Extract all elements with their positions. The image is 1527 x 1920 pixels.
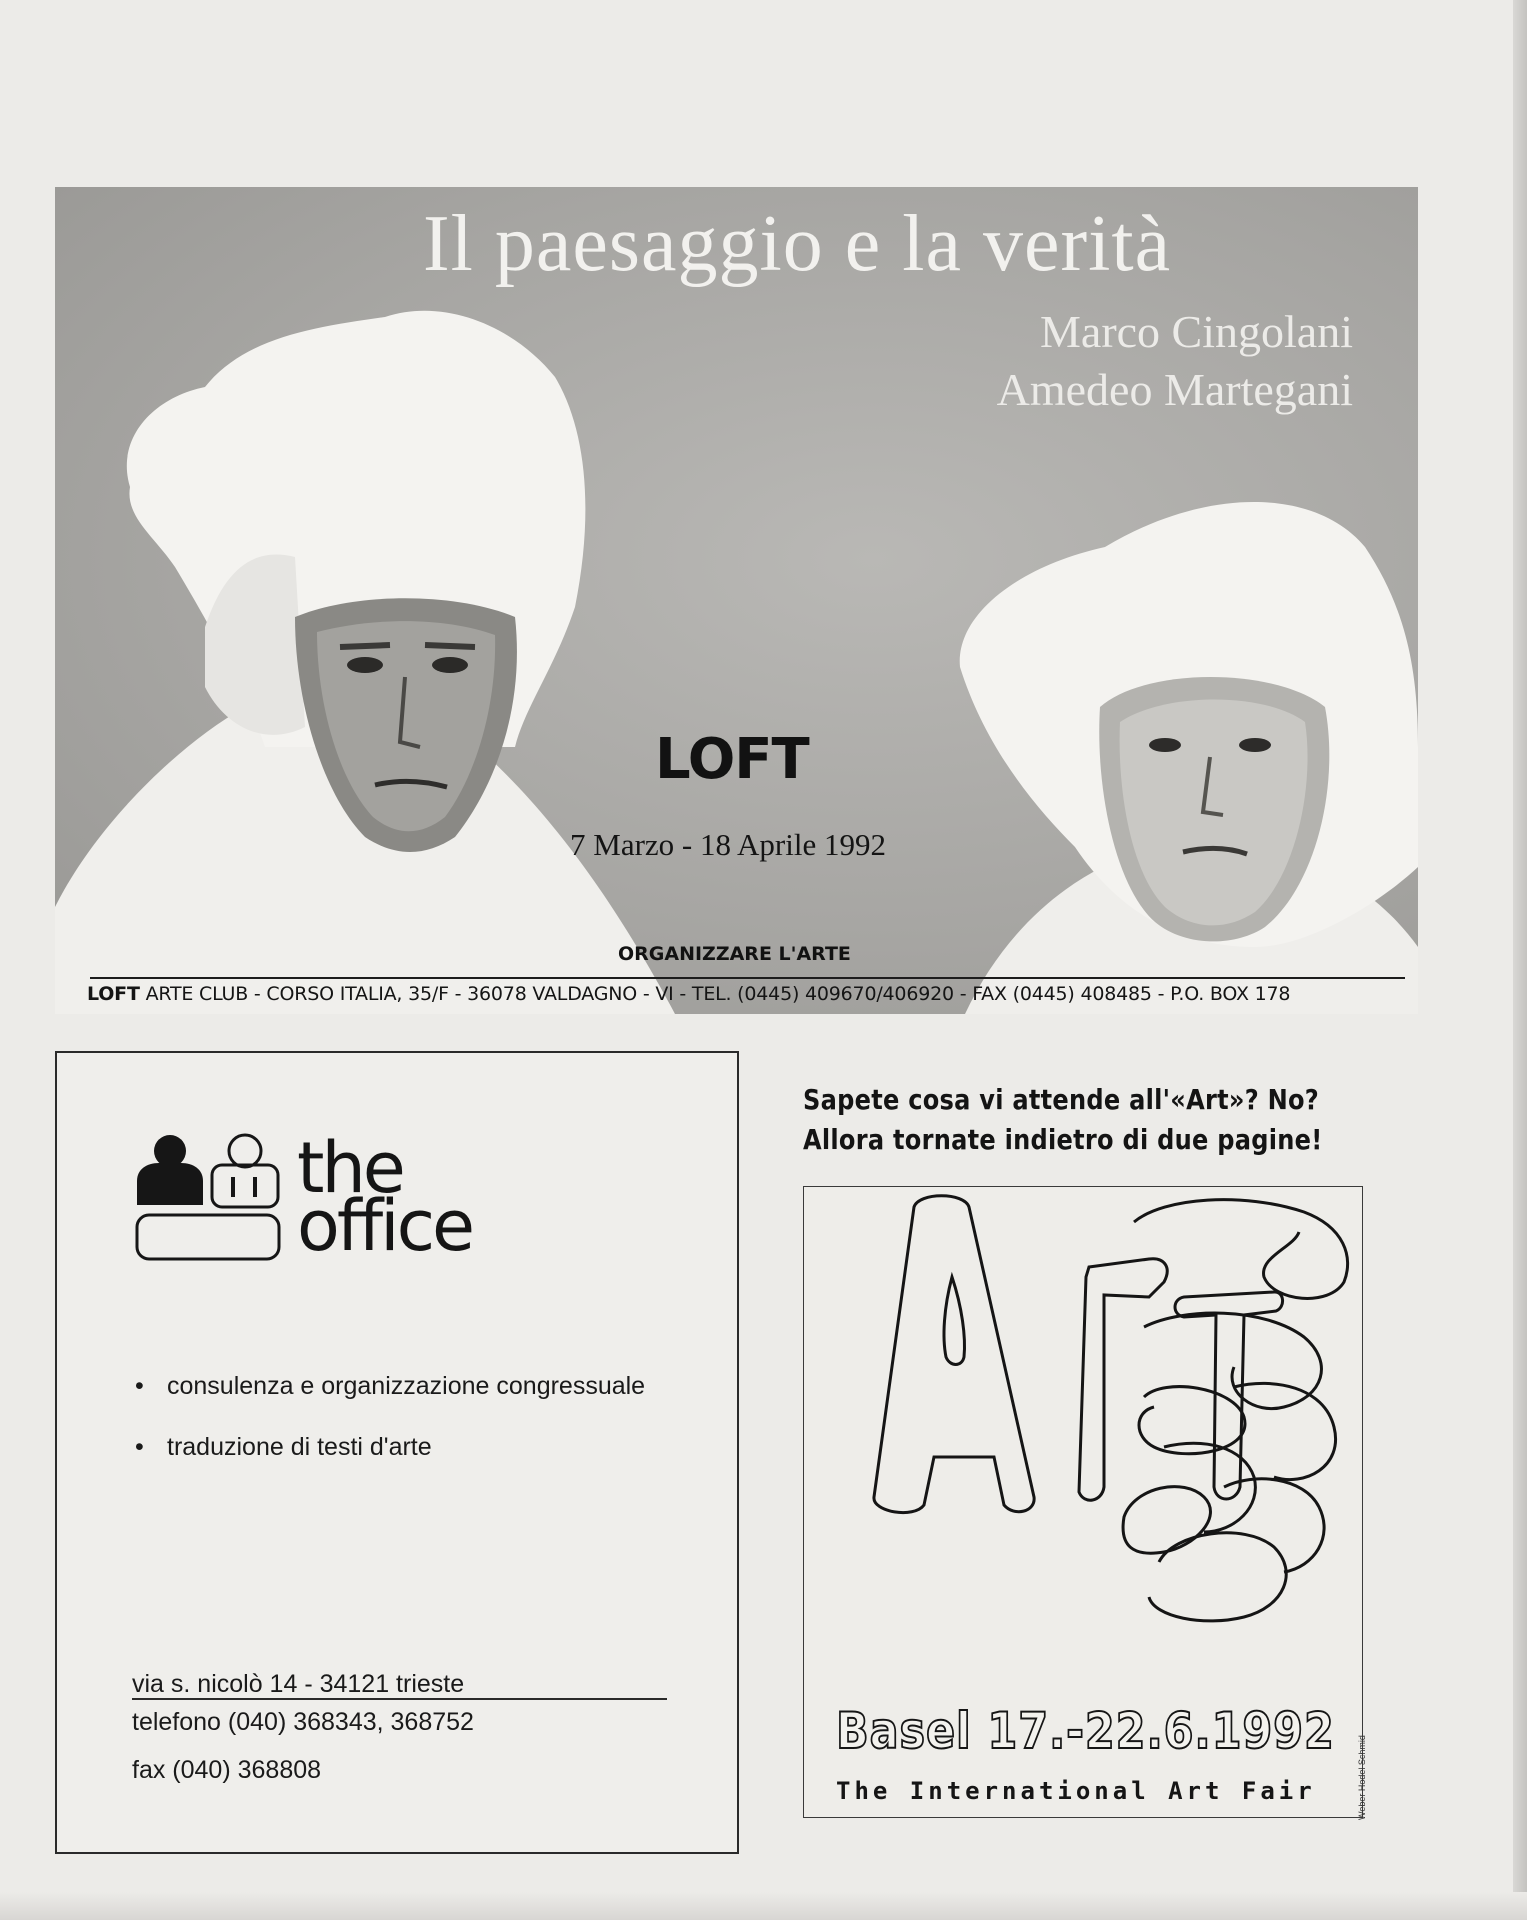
- office-brand-name: [297, 1127, 627, 1267]
- page-bottom-edge: [0, 1892, 1527, 1920]
- address-brand: LOFT: [87, 983, 140, 1005]
- left-eye-r: [432, 657, 468, 673]
- list-item: [135, 1432, 695, 1463]
- service-list: [135, 1371, 695, 1493]
- right-eye-r: [1239, 738, 1271, 752]
- page-edge: [1513, 0, 1527, 1920]
- left-eye-l: [347, 657, 383, 673]
- basel-headline: [803, 1080, 1323, 1160]
- office-fax: fax (040) 368808: [132, 1756, 322, 1784]
- fair-dates: Basel 17.-22.6.1992: [836, 1702, 1335, 1760]
- address-divider: [90, 977, 1405, 979]
- headline-line: Allora tornate indietro di due pagine!: [803, 1123, 1323, 1156]
- bullet-icon: •: [135, 1433, 144, 1461]
- exhibition-title: Il paesaggio e la verità: [423, 200, 1172, 288]
- artist-name: Amedeo Martegani: [996, 364, 1353, 415]
- right-eye-l: [1149, 738, 1181, 752]
- the-office-ad: [55, 1051, 739, 1854]
- office-people-logo-icon: [135, 1133, 295, 1273]
- gallery-name: LOFT: [655, 727, 809, 792]
- service-text: consulenza e organizzazione congressuale: [167, 1372, 646, 1400]
- bullet-icon: •: [135, 1372, 144, 1400]
- art-basel-poster: [803, 1186, 1363, 1818]
- art-23-92-logo-icon: [804, 1187, 1364, 1687]
- designer-credit: Weber Hodel Schmid: [1357, 1735, 1367, 1820]
- address-details: ARTE CLUB - CORSO ITALIA, 35/F - 36078 VALDAGNO - VI - TEL. (0445) 409670/406920 - FAX (0445) 408485 - P.O. BOX 178: [139, 983, 1291, 1005]
- brand-line: office: [297, 1185, 473, 1267]
- brand-line: the: [297, 1127, 403, 1209]
- office-address: via s. nicolò 14 - 34121 trieste: [132, 1670, 465, 1698]
- loft-exhibition-ad: [55, 187, 1418, 1014]
- service-text: traduzione di testi d'arte: [167, 1433, 432, 1461]
- fair-name: The International Art Fair: [836, 1777, 1316, 1805]
- artist-name: Marco Cingolani: [1040, 306, 1353, 357]
- headline-line: Sapete cosa vi attende all'«Art»? No?: [803, 1083, 1320, 1116]
- gallery-address: [87, 983, 1418, 1005]
- exhibition-dates: 7 Marzo - 18 Aprile 1992: [570, 827, 886, 862]
- contact-divider: [132, 1698, 667, 1700]
- office-phone: telefono (040) 368343, 368752: [132, 1708, 474, 1736]
- list-item: [135, 1371, 695, 1402]
- gallery-tagline: ORGANIZZARE L'ARTE: [618, 943, 851, 965]
